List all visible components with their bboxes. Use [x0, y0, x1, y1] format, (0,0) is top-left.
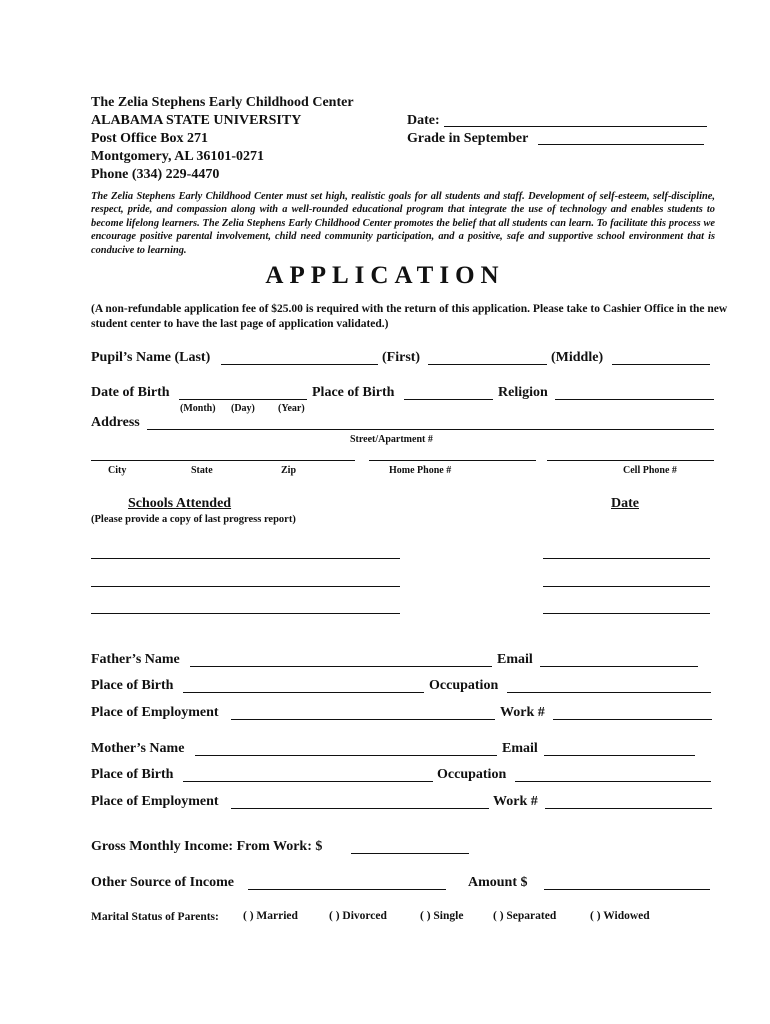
schools-date-heading: Date [611, 496, 639, 511]
marital-option-widowed[interactable]: ( ) Widowed [590, 910, 650, 922]
mother-name-label: Mother’s Name [91, 741, 185, 756]
mother-email-field[interactable] [544, 755, 695, 756]
religion-field[interactable] [555, 399, 714, 400]
grade-field[interactable] [538, 144, 704, 145]
mother-work-label: Work # [493, 794, 538, 809]
address-label: Address [91, 415, 140, 430]
father-name-label: Father’s Name [91, 652, 180, 667]
father-employment-label: Place of Employment [91, 705, 219, 720]
mother-email-label: Email [502, 741, 538, 756]
pupil-middle-name-field[interactable] [612, 364, 710, 365]
mother-occupation-label: Occupation [437, 767, 507, 782]
mother-employment-field[interactable] [231, 808, 489, 809]
father-email-field[interactable] [540, 666, 698, 667]
marital-option-married[interactable]: ( ) Married [243, 910, 298, 922]
father-occupation-label: Occupation [429, 678, 499, 693]
grade-label: Grade in September [407, 131, 529, 146]
marital-option-single[interactable]: ( ) Single [420, 910, 464, 922]
pupil-pob-label: Place of Birth [312, 385, 395, 400]
school-date-field-3[interactable] [543, 613, 710, 614]
pupil-first-label: (First) [382, 350, 421, 365]
zip-caption: Zip [281, 465, 297, 476]
fee-note: (A non-refundable application fee of $25.00 is required with the return of this application. Please take to Cashier Office in the new student center to have the last page of application validated.) [91, 303, 728, 330]
other-income-field[interactable] [248, 889, 446, 890]
date-field[interactable] [444, 126, 707, 127]
mission-statement: The Zelia Stephens Early Childhood Center must set high, realistic goals for all students and staff. Development of self-esteem, self-discipline, respect, pride, and compassion along with a well-rounded educational program that integrate the use of technology and enables students to become lifelong learners. The Zelia Stephens Early Childhood Center promotes the belief that all students can learn. To facilitate this process we encourage positive parental involvement, child need community participation, and a positive, safe and supportive school environment that is conducive to learning. [91, 191, 715, 256]
pupil-middle-label: (Middle) [551, 350, 604, 365]
other-income-label: Other Source of Income [91, 875, 234, 890]
phone-number: Phone (334) 229-4470 [91, 167, 220, 182]
state-caption: State [191, 465, 213, 476]
schools-attended-heading: Schools Attended [128, 496, 232, 511]
gross-income-label: Gross Monthly Income: From Work: $ [91, 839, 323, 854]
father-work-label: Work # [500, 705, 545, 720]
pupil-pob-field[interactable] [404, 399, 493, 400]
dob-month-caption: (Month) [180, 403, 216, 414]
father-name-field[interactable] [190, 666, 492, 667]
mother-name-field[interactable] [195, 755, 497, 756]
gross-income-field[interactable] [351, 853, 469, 854]
marital-option-separated[interactable]: ( ) Separated [493, 910, 557, 922]
org-name: The Zelia Stephens Early Childhood Center [91, 95, 354, 110]
father-email-label: Email [497, 652, 533, 667]
marital-option-divorced[interactable]: ( ) Divorced [329, 910, 387, 922]
school-date-field-1[interactable] [543, 558, 710, 559]
home-phone-field[interactable] [369, 460, 536, 461]
father-pob-label: Place of Birth [91, 678, 174, 693]
dob-field[interactable] [179, 399, 307, 400]
father-pob-field[interactable] [183, 692, 424, 693]
home-phone-caption: Home Phone # [389, 465, 452, 476]
po-box: Post Office Box 271 [91, 131, 209, 146]
mother-pob-field[interactable] [183, 781, 433, 782]
mother-pob-label: Place of Birth [91, 767, 174, 782]
address-field[interactable] [147, 429, 714, 430]
school-field-1[interactable] [91, 558, 400, 559]
date-label: Date: [407, 113, 440, 128]
cell-phone-caption: Cell Phone # [623, 465, 677, 476]
mother-work-field[interactable] [545, 808, 712, 809]
street-caption: Street/Apartment # [350, 434, 433, 445]
father-employment-field[interactable] [231, 719, 495, 720]
page-title: APPLICATION [265, 262, 505, 289]
progress-report-note: (Please provide a copy of last progress report) [91, 514, 296, 525]
university-name: ALABAMA STATE UNIVERSITY [91, 113, 302, 128]
amount-field[interactable] [544, 889, 710, 890]
dob-label: Date of Birth [91, 385, 170, 400]
pupil-last-name-field[interactable] [221, 364, 378, 365]
school-field-3[interactable] [91, 613, 400, 614]
cell-phone-field[interactable] [547, 460, 714, 461]
dob-day-caption: (Day) [231, 403, 255, 414]
city-state-zip-field[interactable] [91, 460, 355, 461]
mother-employment-label: Place of Employment [91, 794, 219, 809]
marital-status-label: Marital Status of Parents: [91, 911, 219, 923]
mother-occupation-field[interactable] [515, 781, 711, 782]
father-work-field[interactable] [553, 719, 712, 720]
school-field-2[interactable] [91, 586, 400, 587]
pupil-name-label: Pupil’s Name (Last) [91, 350, 211, 365]
dob-year-caption: (Year) [278, 403, 305, 414]
city-state-zip: Montgomery, AL 36101-0271 [91, 149, 265, 164]
religion-label: Religion [498, 385, 548, 400]
amount-label: Amount $ [468, 875, 528, 890]
father-occupation-field[interactable] [507, 692, 711, 693]
school-date-field-2[interactable] [543, 586, 710, 587]
city-caption: City [108, 465, 127, 476]
pupil-first-name-field[interactable] [428, 364, 547, 365]
